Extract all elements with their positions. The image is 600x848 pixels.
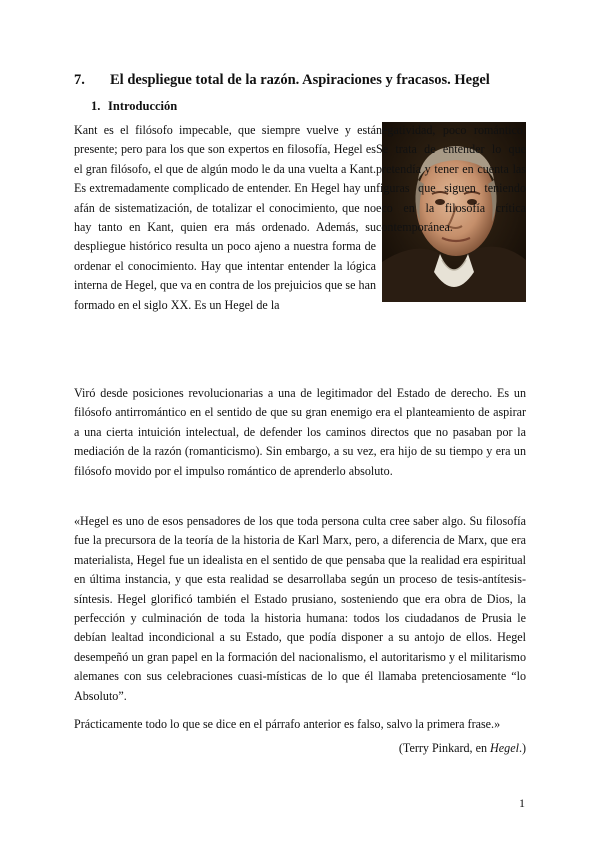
chapter-heading [74, 72, 534, 89]
page-number: 1 [519, 796, 525, 810]
chapter-title: El despliegue total de la razón. Aspiraciones y fracasos. Hegel [110, 72, 490, 88]
paragraph-intro [74, 121, 526, 315]
citation-suffix: .) [518, 741, 526, 755]
quote-paragraph: «Hegel es uno de esos pensadores de los que toda persona culta cree saber algo. Su filosofía fue la precursora de la teoría de la historia de Karl Marx, pero, a diferencia de Marx, que era materialista, Hegel fue un idealista en el sentido de que pensaba que la realidad era espiritual en última instancia, y que esta realidad se desarrollaba según un proceso de tesis-antítesis-síntesis. Hegel glorificó también el Estado prusiano, sosteniendo que era obra de Dios, la perfección y culminación de toda la historia humana: todos los ciudadanos de Prusia le debían lealtad incondicional a su Estado, que podía disponer a su antojo de ellos. Hegel desempeñó un gran papel en la formación del nacionalismo, el autoritarismo y el militarismo alemanes con sus celebraciones cuasi-místicas de lo que él llamaba pretenciosamente “lo Absoluto”. [74, 514, 526, 703]
paragraph-intro-continued: negatividad, poco romántico. Se trata de entender lo que pretendía y tener en cuenta las figuras que siguen teniendo eco en la filosofía crítica contemporánea. [376, 123, 526, 235]
paragraph-intro-wrapped-part: Kant es el filósofo impecable, que siempre vuelve y está presente; pero para los que son expertos en filosofía, Hegel es el gran filósofo, el que de algún modo le da una vuelta a Kant. Es extremadamente complicado de entender. En Hegel hay un afán de sistematización, de totalizar el conocimiento, que no hay tanto en Kant, quien era más ordenado. Además, su despliegue histórico resulta un poco ajeno a nuestra forma de ordenar el conocimiento. Hay que intentar entender la lógica interna de Hegel, que va en contra de los prejuicios que se han formado en el siglo XX. Es un Hegel de la [74, 123, 376, 312]
section-title: Introducción [108, 99, 178, 113]
quote-closing-line: Prácticamente todo lo que se dice en el párrafo anterior es falso, salvo la primera frase.» [74, 717, 501, 731]
citation-prefix: (Terry Pinkard, en [398, 741, 491, 755]
chapter-number: 7. [74, 72, 85, 88]
section-number: 1. [91, 99, 101, 113]
citation [74, 741, 526, 756]
citation-work: Hegel [490, 741, 519, 755]
section-heading [91, 99, 177, 114]
paragraph-revolutionary: Viró desde posiciones revolucionarias a una de legitimador del Estado de derecho. Es un filósofo antirromántico en el sentido de que su gran enemigo era el planteamiento de aspirar a una cierta intuición intelectual, de defender los caminos directos que no pasaban por la mediación de la razón (romanticismo). Sin embargo, a su vez, era hijo de su tiempo y era un filósofo movido por el impulso romántico de aprenderlo absoluto. [74, 386, 526, 478]
